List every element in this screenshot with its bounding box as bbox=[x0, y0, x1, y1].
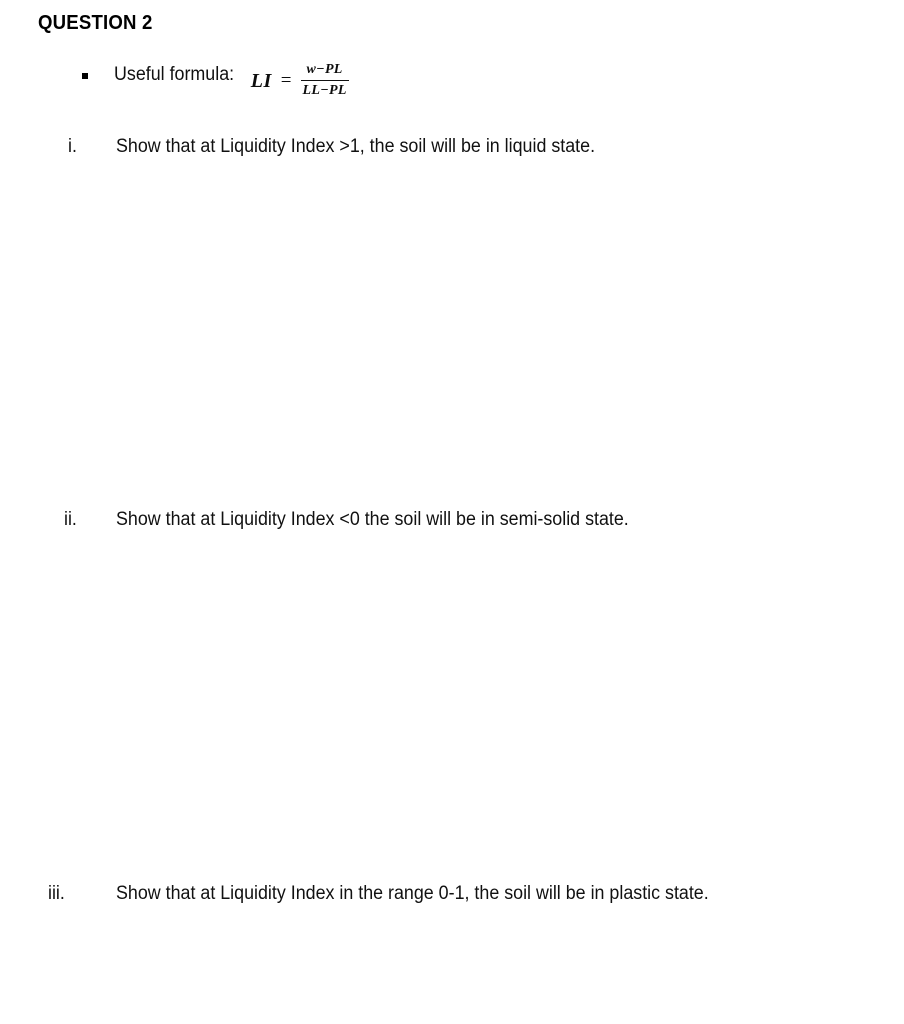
formula-denominator: LL−PL bbox=[302, 82, 347, 98]
square-bullet-icon bbox=[82, 73, 88, 79]
formula-numerator: w−PL bbox=[306, 62, 343, 77]
useful-formula-bullet-item bbox=[82, 62, 349, 100]
page-title: QUESTION 2 bbox=[38, 12, 153, 34]
list-item-marker: iii. bbox=[48, 883, 65, 904]
list-item-text: Show that at Liquidity Index <0 the soil will be in semi-solid state. bbox=[116, 509, 629, 530]
fraction-bar bbox=[301, 80, 349, 81]
formula-equals-sign: = bbox=[280, 70, 292, 92]
formula-lhs: LI bbox=[250, 69, 272, 92]
formula-fraction bbox=[301, 61, 349, 99]
list-item-marker: ii. bbox=[64, 509, 77, 530]
liquidity-index-formula bbox=[251, 62, 349, 100]
useful-formula-label: Useful formula: bbox=[114, 64, 235, 85]
list-item-text: Show that at Liquidity Index in the range 0-1, the soil will be in plastic state. bbox=[116, 883, 709, 904]
list-item-marker: i. bbox=[68, 136, 77, 157]
list-item-text: Show that at Liquidity Index >1, the soil will be in liquid state. bbox=[116, 136, 596, 157]
